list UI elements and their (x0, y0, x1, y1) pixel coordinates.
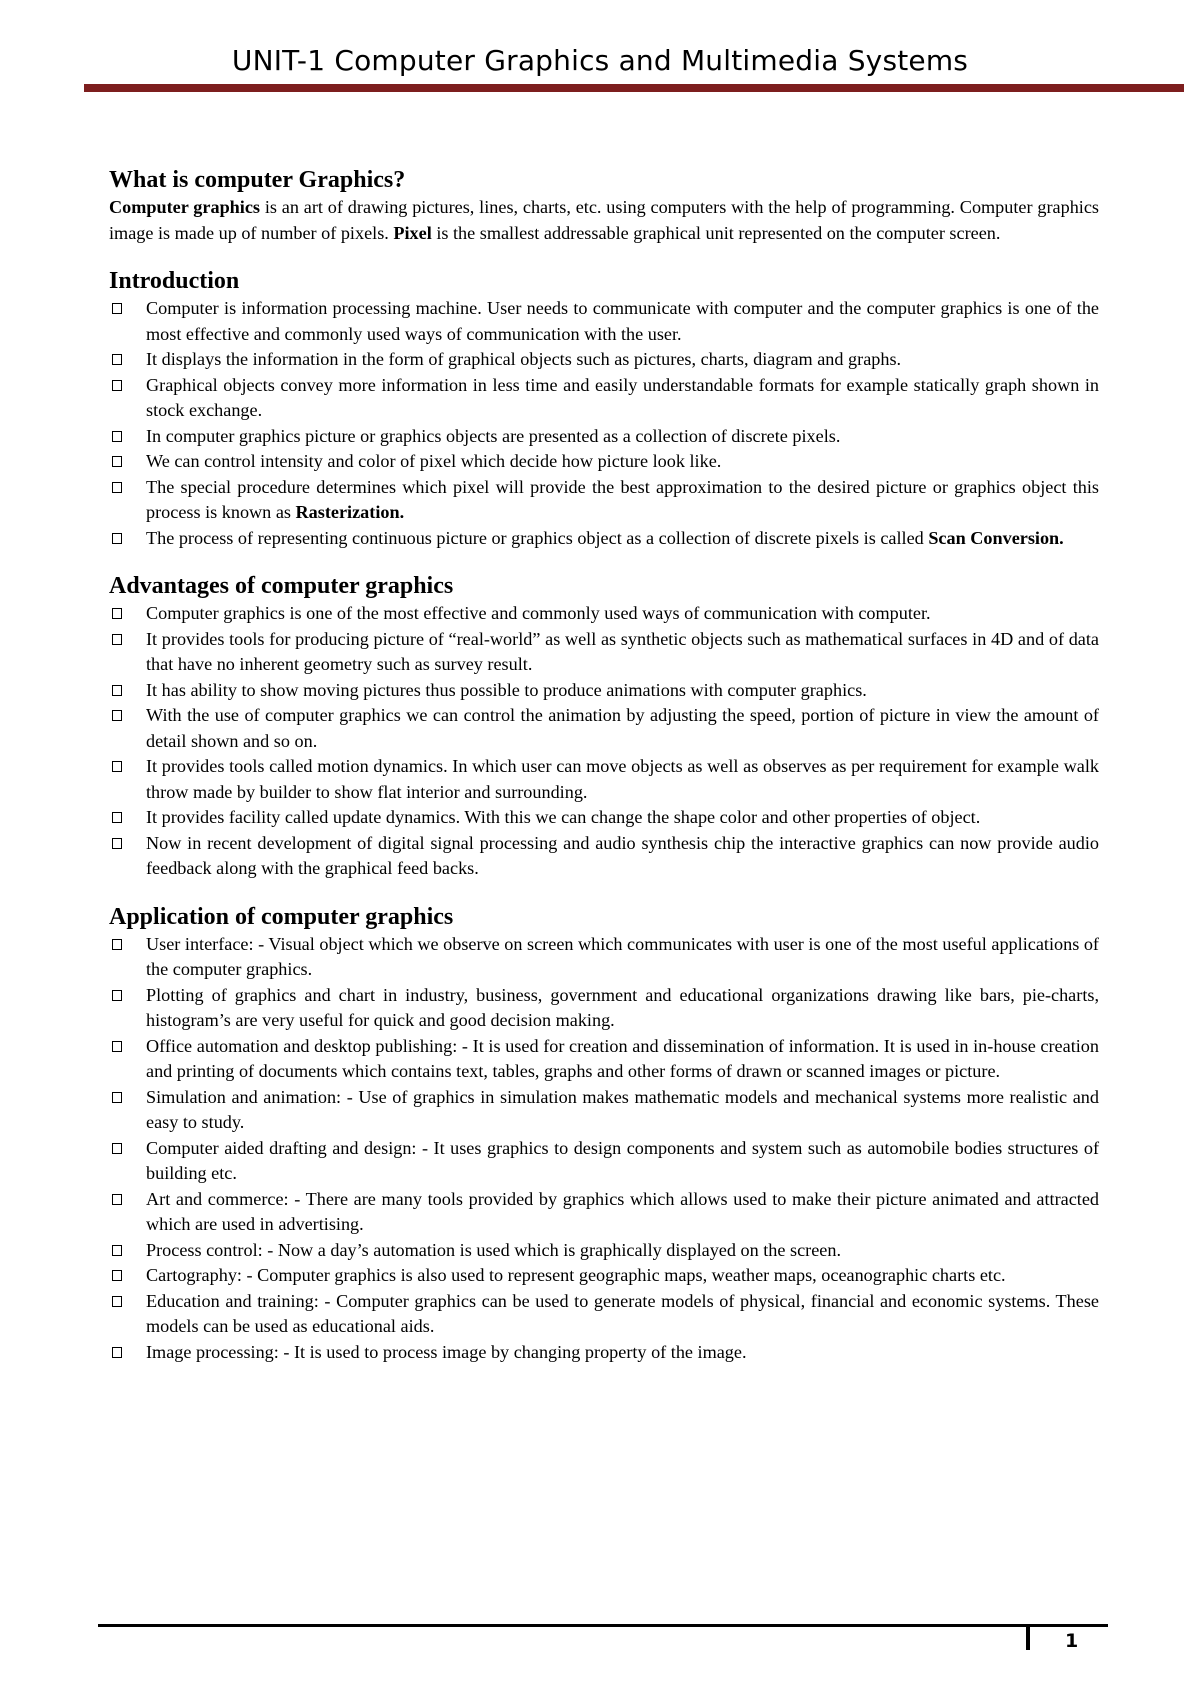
header-divider (84, 84, 1184, 92)
text-run: Graphical objects convey more information in less time and easily understandable formats for example statically graph shown in stock exchange. (146, 374, 1099, 420)
square-bullet-icon (112, 1194, 122, 1205)
page-number: 1 (1065, 1630, 1079, 1652)
square-bullet-icon (112, 1296, 122, 1307)
section-heading: What is computer Graphics? (109, 167, 406, 193)
text-run: It provides tools for producing picture of “real-world” as well as synthetic objects such as mathematical surfaces in 4D and of data that have no inherent geometry such as survey result. (146, 628, 1099, 674)
bold-term: Scan Conversion. (928, 527, 1064, 548)
bullet-list (109, 296, 1099, 551)
list-item (109, 1136, 1099, 1187)
text-run: In computer graphics picture or graphics objects are presented as a collection of discrete pixels. (146, 425, 841, 446)
square-bullet-icon (112, 710, 122, 721)
section-introduction (109, 266, 1099, 551)
text-run: The special procedure determines which pixel will provide the best approximation to the desired picture or graphics object this process is known as (146, 476, 1099, 522)
list-item (109, 1263, 1099, 1289)
list-item (109, 1340, 1099, 1366)
text-run: is an art of drawing pictures, lines, charts, etc. using computers with the help of programming. Computer graphics image is made up of number of pixels. (109, 197, 1099, 243)
list-item (109, 754, 1099, 805)
square-bullet-icon (112, 838, 122, 849)
text-run: Process control: - Now a day’s automation is used which is graphically displayed on the screen. (146, 1239, 842, 1260)
section-advantages-of-computer-graphics (109, 571, 1099, 882)
list-item (109, 475, 1099, 526)
text-run: Art and commerce: - There are many tools provided by graphics which allows used to make their picture animated and attracted which are used in advertising. (146, 1188, 1099, 1234)
text-run: Computer is information processing machine. User needs to communicate with computer and the computer graphics is one of the most effective and commonly used ways of communication with the user. (146, 298, 1099, 344)
square-bullet-icon (112, 634, 122, 645)
bullet-list (109, 601, 1099, 882)
square-bullet-icon (112, 354, 122, 365)
list-item (109, 831, 1099, 882)
list-item (109, 347, 1099, 373)
square-bullet-icon (112, 1143, 122, 1154)
text-run: It provides facility called update dynamics. With this we can change the shape color and other properties of object. (146, 807, 981, 827)
list-item (109, 373, 1099, 424)
list-item (109, 1187, 1099, 1238)
section-heading: Application of computer graphics (109, 903, 454, 930)
list-item (109, 627, 1099, 678)
text-run: Cartography: - Computer graphics is also used to represent geographic maps, weather maps, oceanographic charts etc. (146, 1265, 1006, 1285)
square-bullet-icon (112, 1245, 122, 1256)
bold-term: Rasterization. (295, 502, 405, 522)
list-item (109, 678, 1099, 704)
page-header-title: UNIT-1 Computer Graphics and Multimedia Systems (231, 44, 969, 77)
bullet-list (109, 932, 1099, 1366)
text-run: Office automation and desktop publishing: - It is used for creation and dissemination of information. It is used in in-house creation and printing of documents which contains text, tables, graphs and other forms of drawn or scanned images or picture. (146, 1035, 1099, 1081)
footer-divider-tick (1026, 1624, 1030, 1650)
square-bullet-icon (112, 1270, 122, 1281)
text-run: Simulation and animation: - Use of graphics in simulation makes mathematic models and mechanical systems more realistic and easy to study. (146, 1086, 1099, 1132)
square-bullet-icon (112, 812, 122, 823)
list-item (109, 1289, 1099, 1340)
text-run: It displays the information in the form of graphical objects such as pictures, charts, diagram and graphs. (146, 349, 902, 369)
text-run: It provides tools called motion dynamics. In which user can move objects as well as observes as per requirement for example walk throw made by builder to show flat interior and surrounding. (146, 756, 1099, 802)
text-run: We can control intensity and color of pixel which decide how picture look like. (146, 451, 722, 471)
square-bullet-icon (112, 1347, 122, 1358)
square-bullet-icon (112, 380, 122, 391)
list-item (109, 1085, 1099, 1136)
list-item (109, 1034, 1099, 1085)
list-item (109, 805, 1099, 831)
square-bullet-icon (112, 685, 122, 696)
square-bullet-icon (112, 303, 122, 314)
text-run: is the smallest addressable graphical unit represented on the computer screen. (431, 222, 1001, 243)
text-run: It has ability to show moving pictures thus possible to produce animations with computer graphics. (146, 679, 867, 700)
text-run: Plotting of graphics and chart in industry, business, government and educational organizations drawing like bars, pie-charts, histogram’s are very useful for quick and good decision making. (146, 984, 1099, 1030)
list-item (109, 932, 1099, 983)
list-item (109, 703, 1099, 754)
text-run: With the use of computer graphics we can control the animation by adjusting the speed, portion of picture in view the amount of detail shown and so on. (146, 705, 1099, 751)
list-item (109, 1238, 1099, 1264)
square-bullet-icon (112, 456, 122, 467)
text-run: The process of representing continuous picture or graphics object as a collection of discrete pixels is called (146, 527, 929, 548)
text-run: Computer graphics is one of the most effective and commonly used ways of communication with computer. (146, 603, 931, 623)
list-item (109, 983, 1099, 1034)
square-bullet-icon (112, 939, 122, 950)
list-item (109, 526, 1099, 552)
section-heading: Introduction (109, 268, 240, 294)
square-bullet-icon (112, 431, 122, 442)
section-what-is-computer-graphics (109, 165, 1099, 246)
text-run: User interface: - Visual object which we observe on screen which communicates with user is one of the most useful applications of the computer graphics. (146, 933, 1099, 979)
square-bullet-icon (112, 1092, 122, 1103)
list-item (109, 424, 1099, 450)
bold-term: Computer graphics (109, 197, 261, 217)
section-heading: Advantages of computer graphics (109, 573, 454, 599)
text-run: Computer aided drafting and design: - It uses graphics to design components and system such as automobile bodies structures of building etc. (146, 1137, 1099, 1183)
text-run: Image processing: - It is used to process image by changing property of the image. (146, 1341, 747, 1362)
square-bullet-icon (112, 990, 122, 1001)
square-bullet-icon (112, 761, 122, 772)
section-application-of-computer-graphics (109, 902, 1099, 1366)
list-item (109, 296, 1099, 347)
footer-divider (98, 1624, 1108, 1627)
text-run: Now in recent development of digital signal processing and audio synthesis chip the interactive graphics can now provide audio feedback along with the graphical feed backs. (146, 832, 1099, 878)
document-body (109, 165, 1099, 1385)
text-run: Education and training: - Computer graphics can be used to generate models of physical, financial and economic systems. These models can be used as educational aids. (146, 1290, 1099, 1336)
square-bullet-icon (112, 533, 122, 544)
square-bullet-icon (112, 1041, 122, 1052)
list-item (109, 601, 1099, 627)
square-bullet-icon (112, 608, 122, 619)
definition-paragraph (109, 195, 1099, 246)
list-item (109, 449, 1099, 475)
bold-term: Pixel (393, 222, 432, 243)
square-bullet-icon (112, 482, 122, 493)
